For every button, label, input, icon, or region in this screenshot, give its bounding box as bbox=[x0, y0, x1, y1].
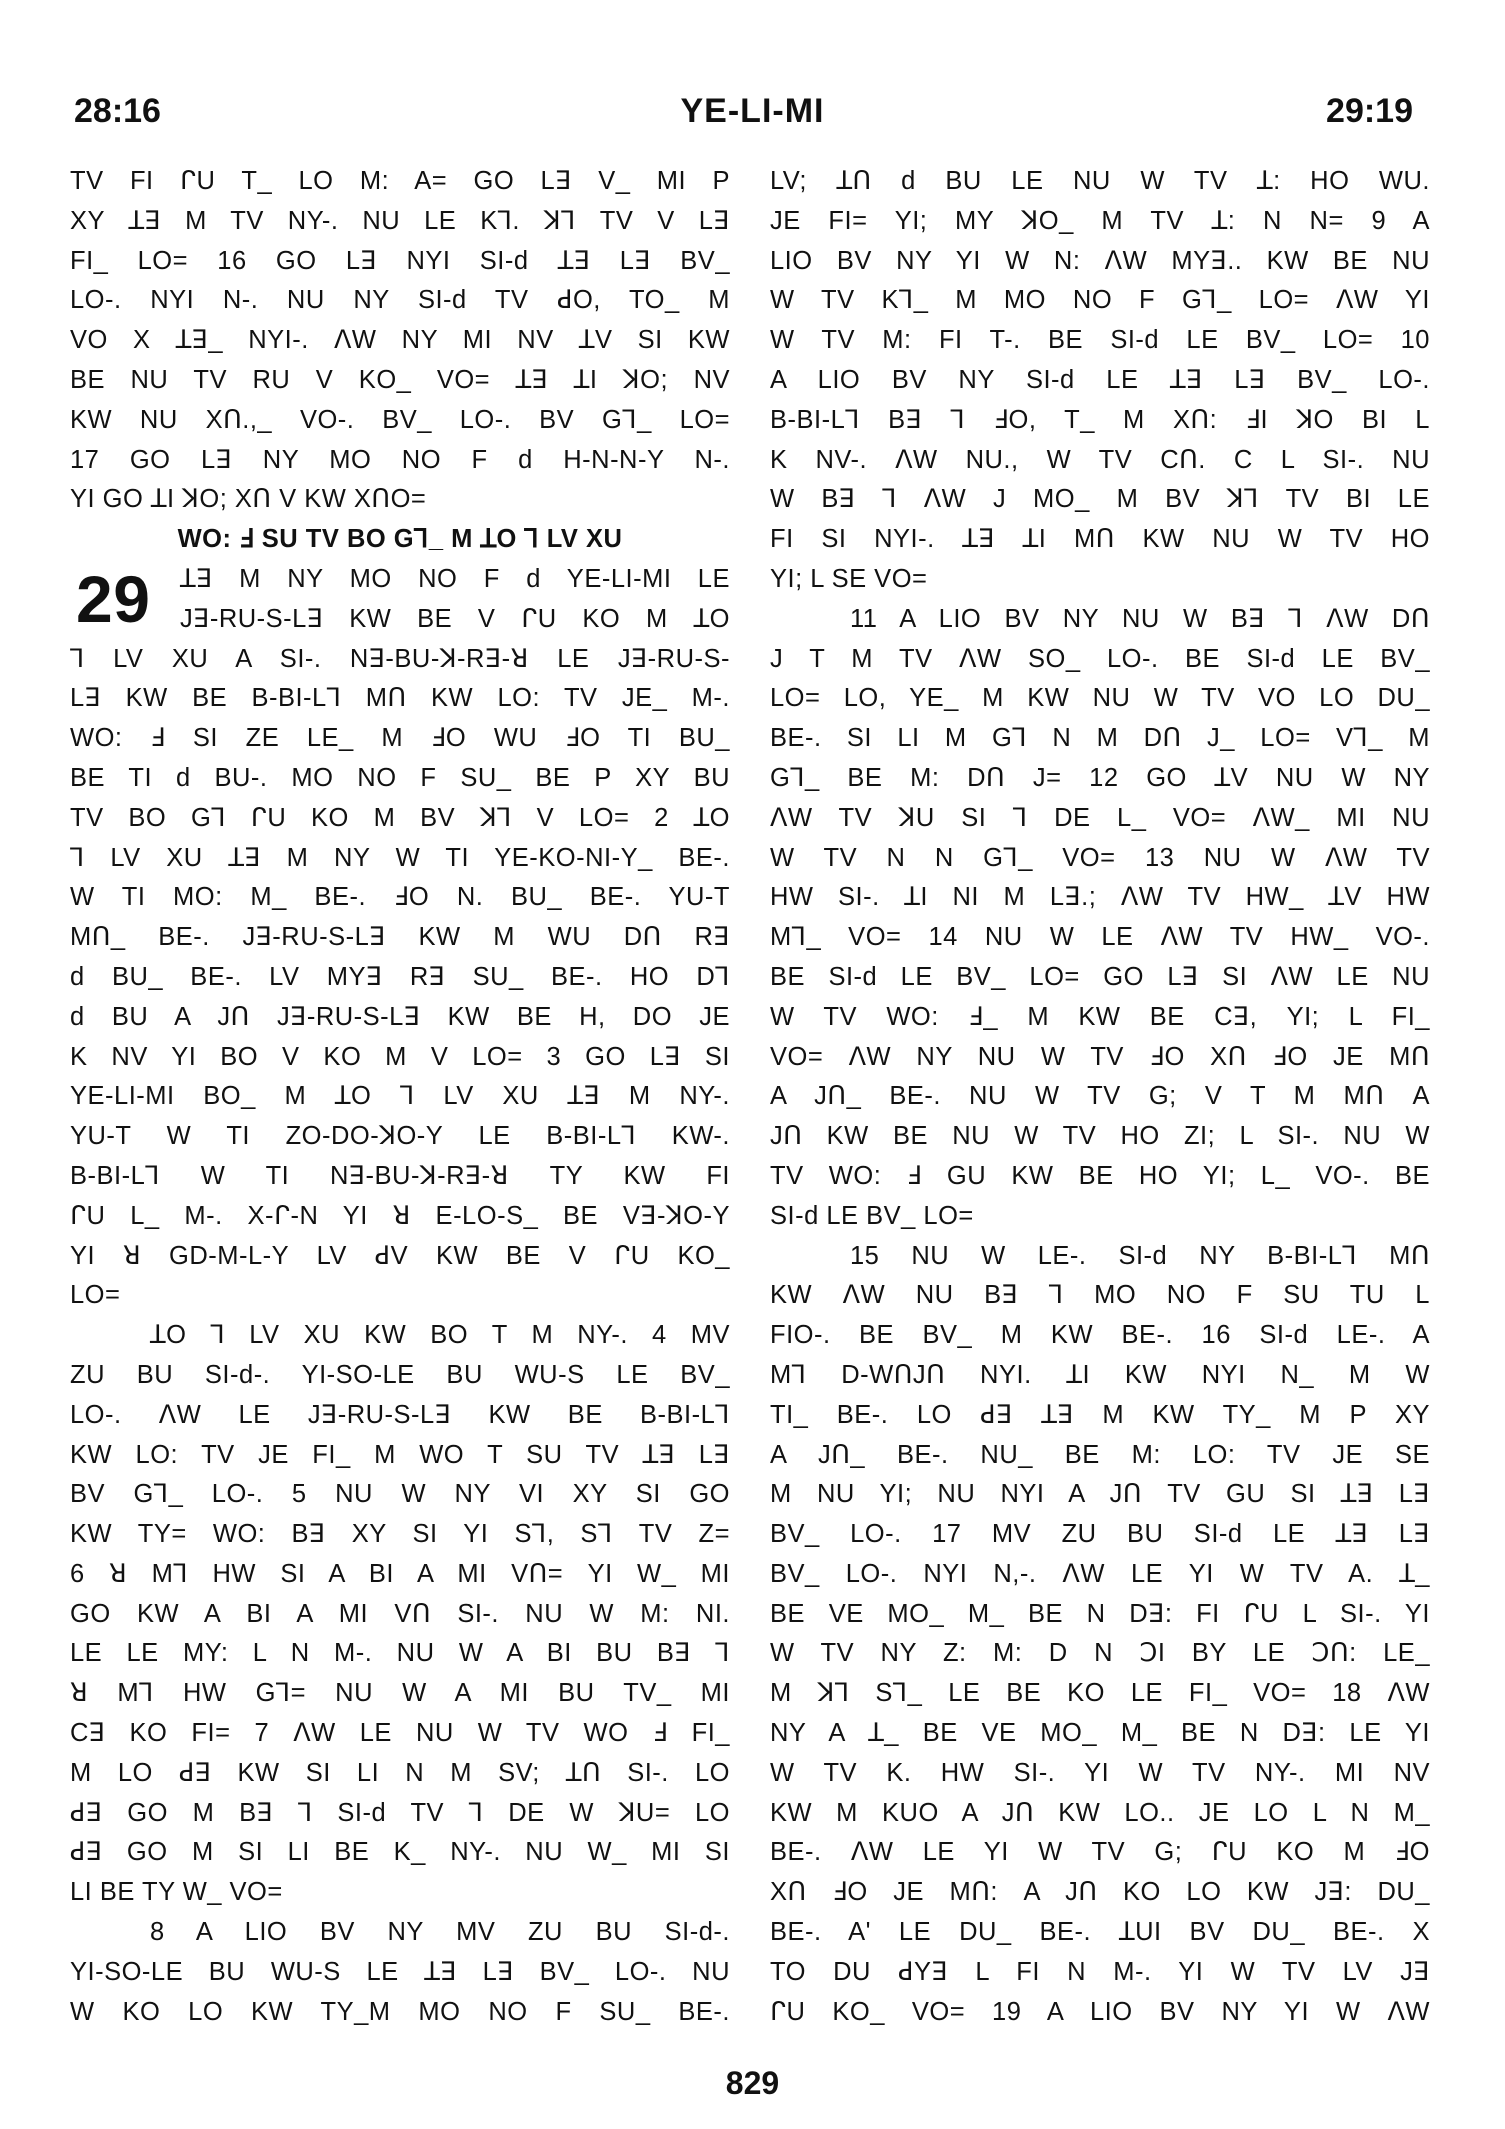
text-line: YU-T W TI ZO-DO-ꓘO-Y LE B-BI-Lꓶ KW-. bbox=[70, 1122, 730, 1151]
text-line: W TV M: FI T-. BE SI-d LE BV_ LO= 10 bbox=[770, 326, 1430, 355]
text-line: FIO-. BE BV_ M KW BE-. 16 SI-d LE-. A bbox=[770, 1321, 1430, 1350]
text-line: BV Gꓶ_ LO-. 5 NU W NY VI XY SI GO bbox=[70, 1480, 730, 1509]
text-line: ꓶ LV XU ꓕꓱ M NY W TI YE-KO-NI-Y_ BE-. bbox=[70, 843, 730, 872]
text-line: BV_ LO-. NYI N,-. ꓥW LE YI W TV A. ꓕ_ bbox=[770, 1559, 1430, 1588]
text-line: TV FI ᒋU T_ LO M: A= GO Lꓱ V_ MI P bbox=[70, 167, 730, 195]
text-line: FI_ LO= 16 GO Lꓱ NYI SI-d ꓕꓱ Lꓱ BV_ bbox=[70, 246, 730, 275]
text-line: BE TI d BU-. MO NO F SU_ BE P XY BU bbox=[70, 763, 730, 792]
text-line: YE-LI-MI BO_ M ꓕO ꓶ LV XU ꓕꓱ M NY-. bbox=[70, 1082, 730, 1111]
text-line: d BU A Jᑎ Jꓱ-RU-S-Lꓱ KW BE H, DO JE bbox=[70, 1002, 730, 1031]
text-line: LO-. NYI N-. NU NY SI-d TV ꓒO, TO_ M bbox=[70, 286, 730, 315]
text-line: A LIO BV NY SI-d LE ꓕꓱ Lꓱ BV_ LO-. bbox=[770, 365, 1430, 394]
text-line: ꓶ LV XU A SI-. Nꓱ-BU-ꓘ-Rꓱ-ꓤ LE Jꓱ-RU-S- bbox=[70, 644, 730, 673]
text-line: LO= LO, YE_ M KW NU W TV VO LO DU_ bbox=[770, 684, 1430, 713]
header-reference-end: 29:19 bbox=[1326, 92, 1413, 130]
left-text-column bbox=[70, 162, 730, 2032]
text-line: ꓒꓱ GO M SI LI BE K_ NY-. NU W_ MI SI bbox=[70, 1838, 730, 1867]
text-line: KW NU Xᑎ.,_ VO-. BV_ LO-. BV Gꓶ_ LO= bbox=[70, 405, 730, 434]
text-line: ᒋU KO_ VO= 19 A LIO BV NY YI W ꓥW bbox=[770, 1997, 1430, 2026]
text-line: ᒋU L_ M-. X-ᒋ-N YI ꓤ E-LO-S_ BE Vꓱ-ꓘO-Y bbox=[70, 1201, 730, 1230]
text-line: GO KW A BI A MI Vᑎ SI-. NU W M: NI. bbox=[70, 1599, 730, 1628]
text-line: ZU BU SI-d-. YI-SO-LE BU WU-S LE BV_ bbox=[70, 1360, 730, 1389]
text-line: YI-SO-LE BU WU-S LE ꓕꓱ Lꓱ BV_ LO-. NU bbox=[70, 1957, 730, 1986]
text-line: W TV N N Gꓶ_ VO= 13 NU W ꓥW TV bbox=[770, 843, 1430, 872]
chapter-heading: WO: ꓞ SU TV BO Gꓶ_ M ꓕO ꓶ LV XU bbox=[177, 525, 623, 554]
text-line: BV_ LO-. 17 MV ZU BU SI-d LE ꓕꓱ Lꓱ bbox=[770, 1520, 1430, 1549]
text-line: LIO BV NY YI W N: ꓥW MYꓱ.. KW BE NU bbox=[770, 246, 1430, 275]
text-line: Xᑎ ꓞO JE Mᑎ: A Jᑎ KO LO KW Jꓱ: DU_ bbox=[770, 1878, 1430, 1907]
text-line: BE-. ꓥW LE YI W TV G; ᒋU KO M ꓞO bbox=[770, 1838, 1430, 1867]
text-line: TV BO Gꓶ ᒋU KO M BV ꓘꓶ V LO= 2 ꓕO bbox=[70, 803, 730, 832]
text-line: XY ꓕꓱ M TV NY-. NU LE Kꓶ. ꓘꓶ TV V Lꓱ bbox=[70, 206, 730, 235]
text-line: BE NU TV RU V KO_ VO= ꓕꓱ ꓕI ꓘO; NV bbox=[70, 365, 730, 394]
text-line: Jᑎ KW BE NU W TV HO ZI; L SI-. NU W bbox=[770, 1122, 1430, 1151]
text-line: M ꓘꓶ Sꓶ_ LE BE KO LE FI_ VO= 18 ꓥW bbox=[770, 1679, 1430, 1708]
text-line: W TI MO: M_ BE-. ꓞO N. BU_ BE-. YU-T bbox=[70, 883, 730, 912]
text-line: d BU_ BE-. LV MYꓱ Rꓱ SU_ BE-. HO Dꓶ bbox=[70, 962, 730, 991]
text-line: Gꓶ_ BE M: Dᑎ J= 12 GO ꓕV NU W NY bbox=[770, 763, 1430, 792]
text-line: LO= bbox=[70, 1281, 121, 1310]
text-line: ꓤ Mꓶ HW Gꓶ= NU W A MI BU TV_ MI bbox=[70, 1679, 730, 1708]
text-line: 11 A LIO BV NY NU W Bꓱ ꓶ ꓥW Dᑎ bbox=[850, 604, 1430, 633]
text-line: LV; ꓕᑎ d BU LE NU W TV ꓕ: HO WU. bbox=[770, 167, 1430, 195]
text-line: W TV Kꓶ_ M MO NO F Gꓶ_ LO= ꓥW YI bbox=[770, 286, 1430, 315]
text-line: SI-d LE BV_ LO= bbox=[770, 1201, 974, 1230]
running-header bbox=[70, 92, 1435, 142]
text-line: YI GO ꓕI ꓘO; Xᑎ V KW XᑎO= bbox=[70, 485, 427, 514]
text-line: A Jᑎ_ BE-. NU W TV G; V T M Mᑎ A bbox=[770, 1082, 1430, 1111]
text-line: BE VE MO_ M_ BE N Dꓱ: FI ᒋU L SI-. YI bbox=[770, 1599, 1430, 1628]
text-line: KW M KUO A Jᑎ KW LO.. JE LO L N M_ bbox=[770, 1798, 1430, 1827]
text-line: ꓕO ꓶ LV XU KW BO T M NY-. 4 MV bbox=[150, 1321, 730, 1350]
text-line: KW LO: TV JE FI_ M WO T SU TV ꓕꓱ Lꓱ bbox=[70, 1440, 730, 1469]
text-line: W TV NY Z: M: D N ꓛI BY LE ꓛᑎ: LE_ bbox=[770, 1639, 1430, 1668]
text-line: HW SI-. ꓕI NI M Lꓱ.; ꓥW TV HW_ ꓕV HW bbox=[770, 883, 1430, 912]
text-line: YI; L SE VO= bbox=[770, 564, 928, 593]
text-line: ꓒꓱ GO M Bꓱ ꓶ SI-d TV ꓶ DE W ꓘU= LO bbox=[70, 1798, 730, 1827]
text-line: 8 A LIO BV NY MV ZU BU SI-d-. bbox=[150, 1918, 730, 1947]
text-line: FI SI NYI-. ꓕꓱ ꓕI Mᑎ KW NU W TV HO bbox=[770, 525, 1430, 554]
book-title: YE-LI-MI bbox=[680, 92, 825, 130]
text-line: J T M TV ꓥW SO_ LO-. BE SI-d LE BV_ bbox=[770, 644, 1430, 673]
text-line: VO X ꓕꓱ_ NYI-. ꓥW NY MI NV ꓕV SI KW bbox=[70, 326, 730, 355]
text-line: W Bꓱ ꓶ ꓥW J MO_ M BV ꓘꓶ TV BI LE bbox=[770, 485, 1430, 514]
text-line: BE-. A' LE DU_ BE-. ꓕUI BV DU_ BE-. X bbox=[770, 1918, 1430, 1947]
chapter-number: 29 bbox=[76, 561, 151, 636]
text-line: LI BE TY W_ VO= bbox=[70, 1878, 283, 1907]
text-line: TO DU ꓒYꓱ L FI N M-. YI W TV LV Jꓱ bbox=[770, 1957, 1430, 1986]
text-line: M LO ꓒꓱ KW SI LI N M SV; ꓕᑎ SI-. LO bbox=[70, 1758, 730, 1787]
page-number: 829 bbox=[725, 2065, 780, 2101]
text-line: 6 ꓤ Mꓶ HW SI A BI A MI Vᑎ= YI W_ MI bbox=[70, 1559, 730, 1588]
text-line: Lꓱ KW BE B-BI-Lꓶ Mᑎ KW LO: TV JE_ M-. bbox=[70, 684, 730, 713]
text-line: Jꓱ-RU-S-Lꓱ KW BE V ᒋU KO M ꓕO bbox=[180, 604, 730, 633]
text-line: 15 NU W LE-. SI-d NY B-BI-Lꓶ Mᑎ bbox=[850, 1241, 1430, 1270]
text-line: ꓥW TV ꓘU SI ꓶ DE L_ VO= ꓥW_ MI NU bbox=[770, 803, 1430, 832]
text-line: K NV-. ꓥW NU., W TV Cᑎ. C L SI-. NU bbox=[770, 445, 1430, 474]
text-line: NY A ꓕ_ BE VE MO_ M_ BE N Dꓱ: LE YI bbox=[770, 1719, 1430, 1748]
text-line: A Jᑎ_ BE-. NU_ BE M: LO: TV JE SE bbox=[770, 1440, 1430, 1469]
text-line: YI ꓤ GD-M-L-Y LV ꓒV KW BE V ᒋU KO_ bbox=[70, 1241, 730, 1270]
chapter-opening bbox=[70, 560, 730, 640]
text-line: LE LE MY: L N M-. NU W A BI BU Bꓱ ꓶ bbox=[70, 1639, 730, 1668]
text-line: B-BI-Lꓶ W TI Nꓱ-BU-ꓘ-Rꓱ-ꓤ TY KW FI bbox=[70, 1161, 730, 1190]
text-line: Mꓶ D-WᑎJᑎ NYI. ꓕI KW NYI N_ M W bbox=[770, 1360, 1430, 1389]
text-line: K NV YI BO V KO M V LO= 3 GO Lꓱ SI bbox=[70, 1042, 730, 1071]
text-line: W KO LO KW TY_M MO NO F SU_ BE-. bbox=[70, 1997, 730, 2026]
text-line: Mꓶ_ VO= 14 NU W LE ꓥW TV HW_ VO-. bbox=[770, 923, 1430, 952]
text-line: KW ꓥW NU Bꓱ ꓶ MO NO F SU TU L bbox=[770, 1281, 1430, 1310]
text-line: LO-. ꓥW LE Jꓱ-RU-S-Lꓱ KW BE B-BI-Lꓶ bbox=[70, 1400, 730, 1429]
text-line: JE FI= YI; MY ꓘO_ M TV ꓕ: N N= 9 A bbox=[770, 206, 1430, 235]
text-line: KW TY= WO: Bꓱ XY SI YI Sꓶ, Sꓶ TV Z= bbox=[70, 1520, 730, 1549]
text-line: Cꓱ KO FI= 7 ꓥW LE NU W TV WO ꓞ FI_ bbox=[70, 1719, 730, 1748]
text-line: M NU YI; NU NYI A Jᑎ TV GU SI ꓕꓱ Lꓱ bbox=[770, 1480, 1430, 1509]
text-line: WO: ꓞ SI ZE LE_ M ꓞO WU ꓞO TI BU_ bbox=[70, 724, 730, 753]
text-line: Mᑎ_ BE-. Jꓱ-RU-S-Lꓱ KW M WU Dᑎ Rꓱ bbox=[70, 923, 730, 952]
text-line: VO= ꓥW NY NU W TV ꓞO Xᑎ ꓞO JE Mᑎ bbox=[770, 1042, 1430, 1071]
text-line: 17 GO Lꓱ NY MO NO F d H-N-N-Y N-. bbox=[70, 445, 730, 474]
right-text-column bbox=[770, 162, 1430, 2032]
text-line: BE SI-d LE BV_ LO= GO Lꓱ SI ꓥW LE NU bbox=[770, 962, 1430, 991]
text-line: BE-. SI LI M Gꓶ N M Dᑎ J_ LO= Vꓶ_ M bbox=[770, 724, 1430, 753]
text-line: W TV WO: ꓞ_ M KW BE Cꓱ, YI; L FI_ bbox=[770, 1002, 1430, 1031]
text-line: W TV K. HW SI-. YI W TV NY-. MI NV bbox=[770, 1758, 1430, 1787]
text-line: TV WO: ꓞ GU KW BE HO YI; L_ VO-. BE bbox=[770, 1161, 1430, 1190]
text-line: TI_ BE-. LO ꓒꓱ ꓕꓱ M KW TY_ M P XY bbox=[770, 1400, 1430, 1429]
text-line: ꓕꓱ M NY MO NO F d YE-LI-MI LE bbox=[180, 564, 730, 593]
text-line: B-BI-Lꓶ Bꓱ ꓶ ꓞO, T_ M Xᑎ: ꓞI ꓘO BI L bbox=[770, 405, 1430, 434]
header-reference-start: 28:16 bbox=[74, 92, 161, 130]
